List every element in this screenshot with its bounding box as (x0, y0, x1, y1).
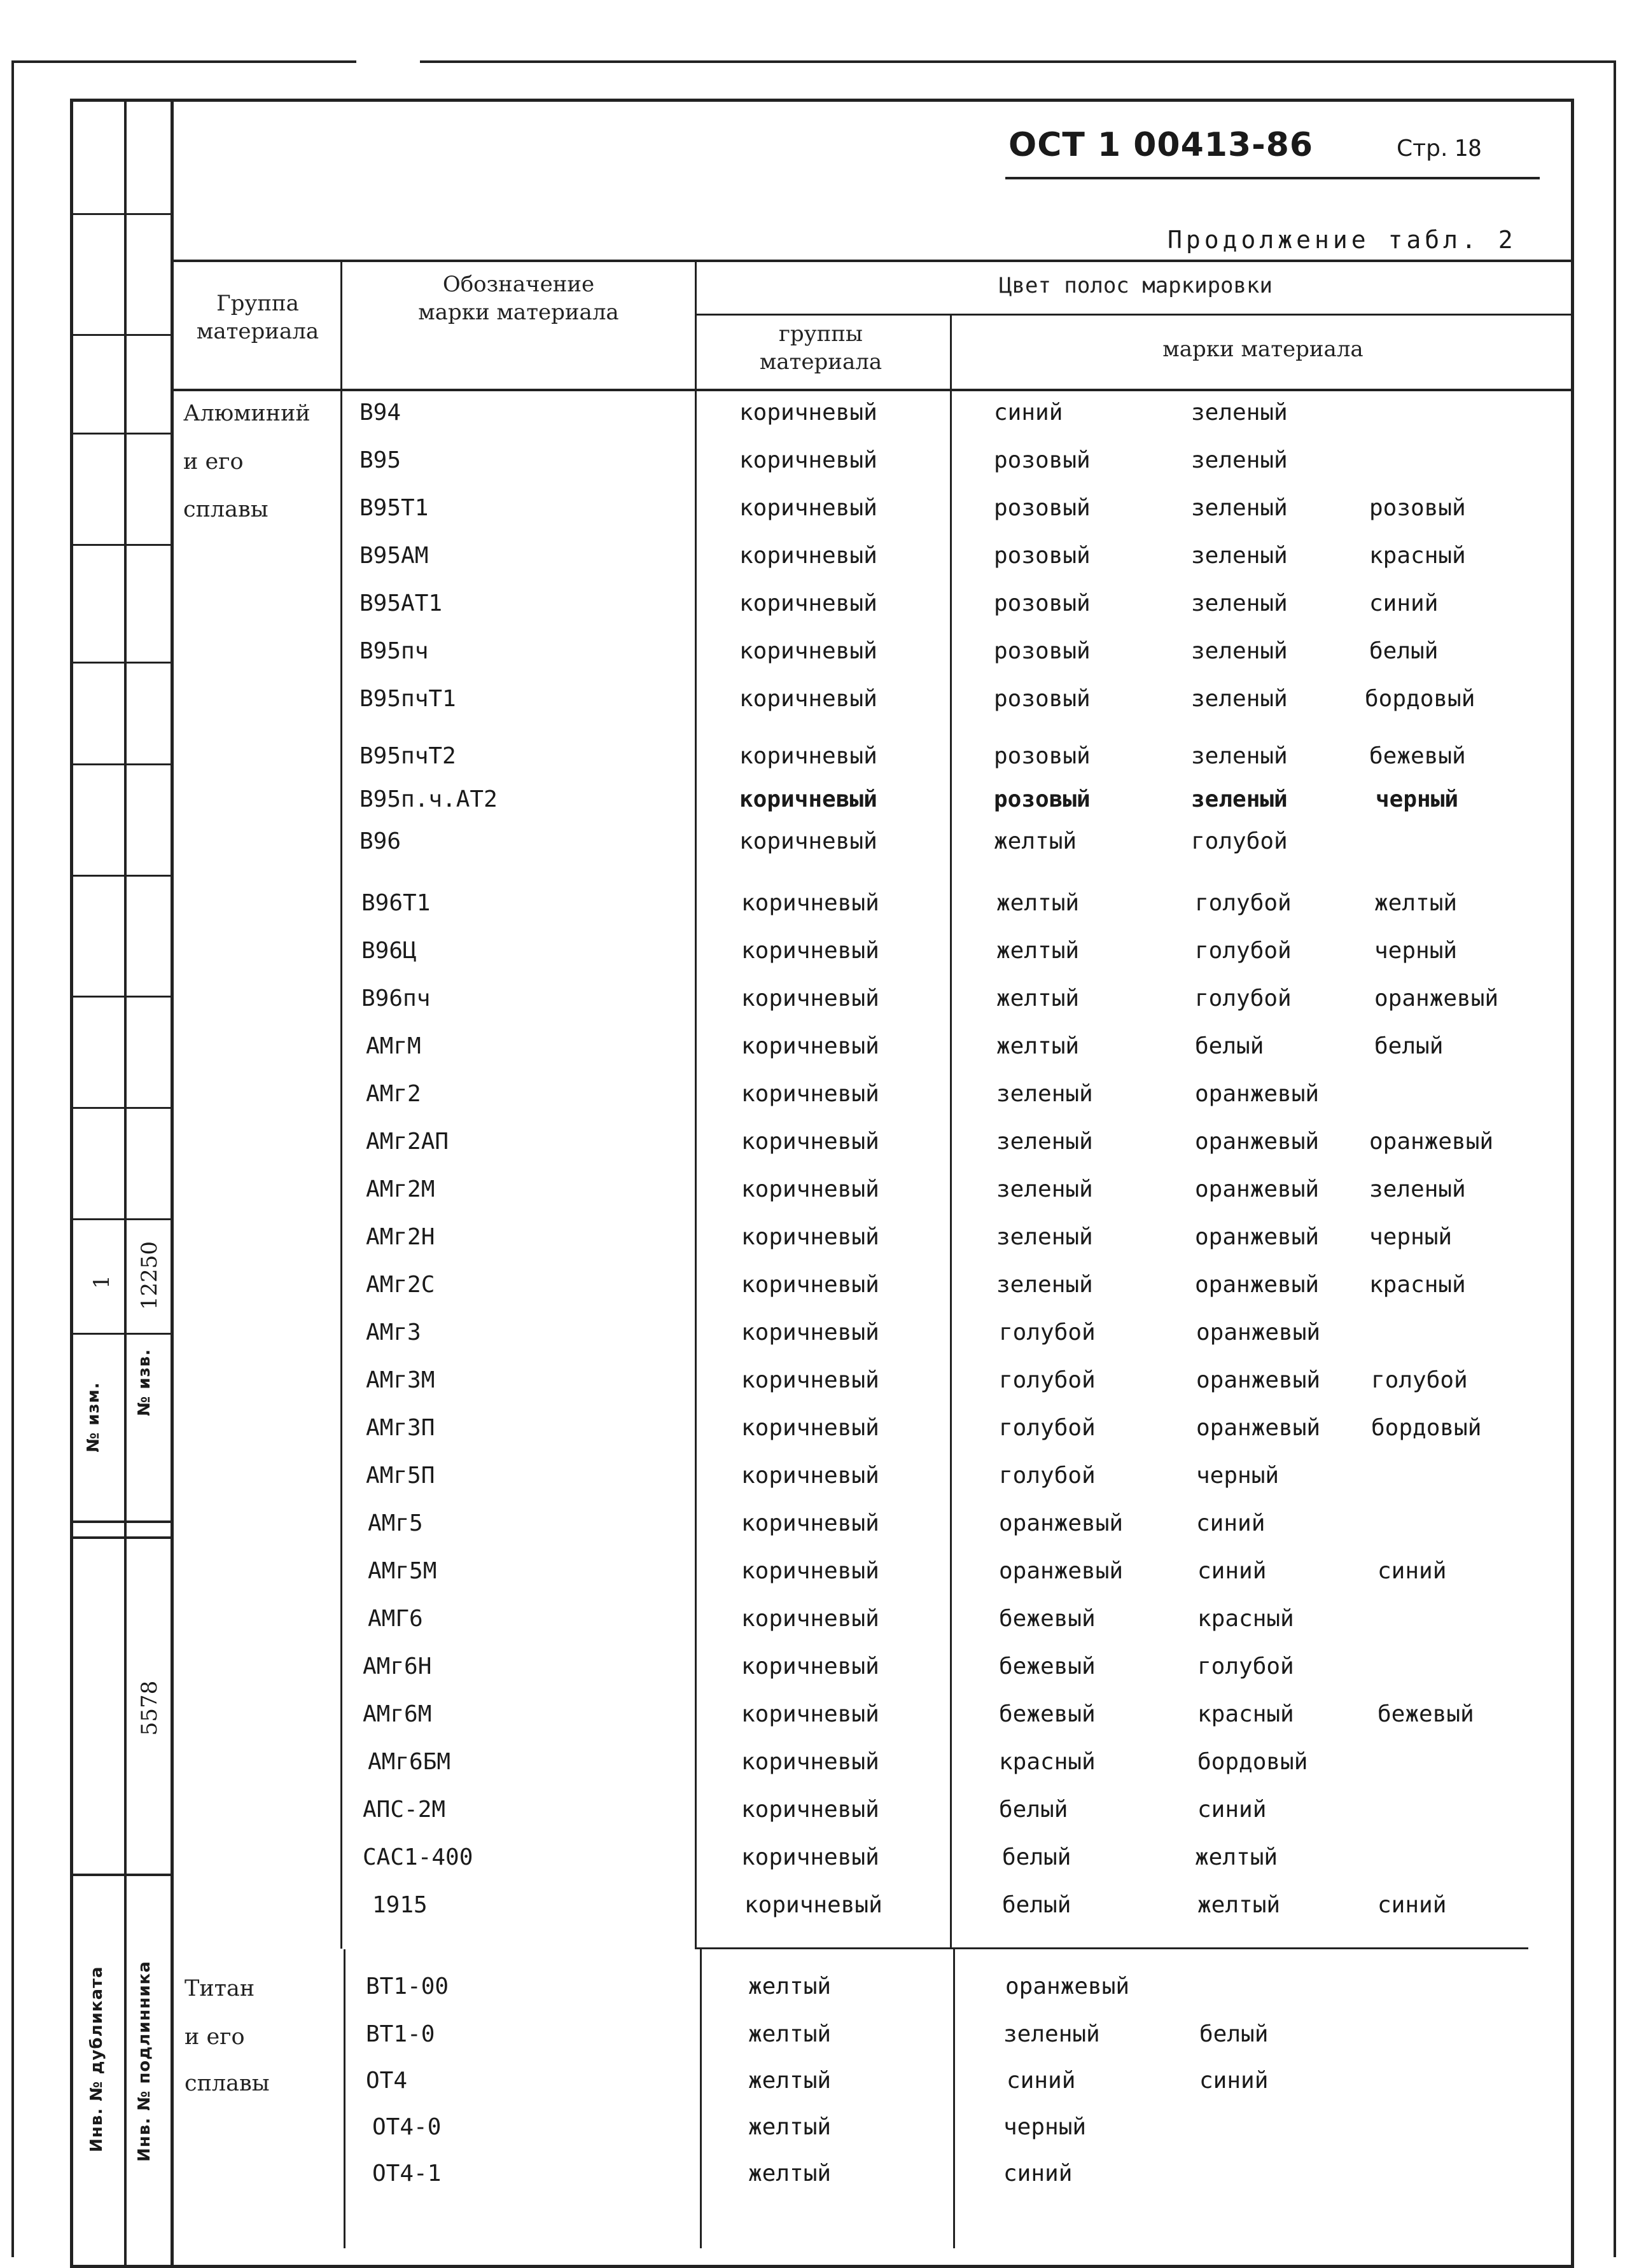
group-label-line: Титан (185, 1976, 255, 2001)
color-3-cell: бежевый (1369, 743, 1466, 769)
color-2-cell: оранжевый (1195, 1081, 1320, 1107)
grade-cell: АМг5П (366, 1463, 435, 1489)
grade-cell: АМГ6 (368, 1606, 423, 1632)
page-number-label (1397, 136, 1482, 162)
grade-cell: АМг5М (368, 1558, 437, 1584)
color-3-cell: бордовый (1371, 1415, 1482, 1441)
group-color-cell: желтый (748, 2021, 832, 2047)
color-1-cell: розовый (994, 786, 1091, 812)
grade-cell: АМг5 (368, 1510, 423, 1536)
color-1-cell: розовый (994, 590, 1091, 616)
color-2-cell: синий (1197, 1797, 1267, 1823)
group-label-line: и его (185, 2024, 245, 2050)
group-color-cell: коричневый (739, 686, 877, 712)
color-2-cell: голубой (1195, 985, 1292, 1012)
color-1-cell: зеленый (996, 1272, 1093, 1298)
grade-cell: В95АТ1 (359, 590, 443, 616)
group-color-cell: коричневый (741, 938, 879, 964)
color-2-cell: голубой (1197, 1653, 1294, 1680)
color-2-cell: оранжевый (1195, 1224, 1320, 1250)
grade-cell: В95п.ч.АТ2 (359, 786, 498, 812)
group-color-cell: коричневый (741, 1749, 879, 1775)
header-group: Группа материала (196, 291, 319, 344)
color-1-cell: бежевый (999, 1606, 1096, 1632)
color-3-cell: голубой (1371, 1367, 1468, 1393)
color-2-cell: красный (1197, 1606, 1294, 1632)
group-color-cell: коричневый (741, 1033, 879, 1059)
color-2-cell: синий (1199, 2068, 1269, 2094)
notice-no-label: № изв. (135, 1349, 154, 1416)
color-1-cell: розовый (994, 543, 1091, 569)
page-label: Стр. (1397, 136, 1448, 162)
color-3-cell: зеленый (1369, 1176, 1466, 1202)
color-2-cell: зеленый (1191, 590, 1288, 616)
color-1-cell: белый (1002, 1844, 1071, 1870)
color-1-cell: зеленый (996, 1176, 1093, 1202)
color-3-cell: черный (1374, 938, 1458, 964)
color-2-cell: желтый (1195, 1844, 1278, 1870)
group-color-cell: коричневый (744, 1892, 882, 1918)
color-1-cell: голубой (999, 1319, 1096, 1346)
color-1-cell: голубой (999, 1415, 1096, 1441)
group-color-cell: коричневый (741, 1844, 879, 1870)
grade-cell: АМг2Н (366, 1224, 435, 1250)
color-2-cell: оранжевый (1196, 1367, 1321, 1393)
color-1-cell: черный (1003, 2114, 1087, 2140)
grade-cell: В96 (359, 828, 401, 854)
color-1-cell: желтый (994, 828, 1077, 854)
color-3-cell: красный (1369, 543, 1466, 569)
color-1-cell: белый (1002, 1892, 1071, 1918)
color-1-cell: розовый (994, 447, 1091, 473)
group-color-cell: коричневый (739, 447, 877, 473)
color-1-cell: зеленый (996, 1129, 1093, 1155)
grade-cell: В96Ц (361, 938, 417, 964)
color-2-cell: зеленый (1191, 543, 1288, 569)
group-color-cell: коричневый (741, 1415, 879, 1441)
grade-cell: АМгМ (366, 1033, 421, 1059)
group-color-cell: коричневый (741, 1176, 879, 1202)
standard-code: ОСТ 1 00413-86 (1008, 126, 1314, 164)
group-color-cell: коричневый (739, 543, 877, 569)
header-underline (1005, 177, 1540, 179)
color-2-cell: черный (1196, 1463, 1280, 1489)
color-1-cell: желтый (996, 890, 1080, 916)
color-2-cell: голубой (1195, 938, 1292, 964)
color-2-cell: оранжевый (1196, 1319, 1321, 1346)
group-color-cell: коричневый (741, 1797, 879, 1823)
grade-cell: АМг6БМ (368, 1749, 451, 1775)
color-1-cell: желтый (996, 938, 1080, 964)
grade-cell: В95 (359, 447, 401, 473)
color-2-cell: оранжевый (1195, 1176, 1320, 1202)
header-stripe-color: Цвет полос маркировки (999, 273, 1273, 298)
grade-cell: В95пчТ1 (359, 686, 456, 712)
group-label-line: и его (183, 449, 244, 475)
color-2-cell: зеленый (1191, 743, 1288, 769)
color-3-cell: красный (1369, 1272, 1466, 1298)
group-color-cell: коричневый (741, 1606, 879, 1632)
color-2-cell: синий (1197, 1558, 1267, 1584)
grade-cell: 1915 (372, 1892, 428, 1918)
color-1-cell: бежевый (999, 1701, 1096, 1727)
color-2-cell: синий (1196, 1510, 1266, 1536)
grade-cell: АМг6М (363, 1701, 432, 1727)
color-1-cell: белый (999, 1797, 1068, 1823)
color-1-cell: розовый (994, 495, 1091, 521)
color-2-cell: оранжевый (1195, 1129, 1320, 1155)
color-2-cell: зеленый (1191, 400, 1288, 426)
grade-cell: САС1-400 (363, 1844, 473, 1870)
color-1-cell: красный (999, 1749, 1096, 1775)
color-2-cell: зеленый (1191, 447, 1288, 473)
grade-cell: В96пч (361, 985, 431, 1012)
group-color-cell: коричневый (739, 590, 877, 616)
header-grade-color: марки материала (1162, 337, 1363, 362)
color-3-cell: синий (1369, 590, 1439, 616)
color-1-cell: синий (994, 400, 1063, 426)
color-3-cell: бордовый (1365, 686, 1475, 712)
color-1-cell: синий (1003, 2160, 1073, 2187)
grade-cell: В95пчТ2 (359, 743, 456, 769)
color-3-cell: черный (1376, 786, 1459, 812)
notice-no-value: 12250 (137, 1241, 162, 1311)
group-color-cell: коричневый (739, 786, 877, 812)
grade-cell: ОТ4-0 (372, 2114, 442, 2140)
group-color-cell: коричневый (741, 1701, 879, 1727)
color-2-cell: зеленый (1191, 786, 1288, 812)
color-3-cell: оранжевый (1369, 1129, 1494, 1155)
group-color-cell: коричневый (741, 985, 879, 1012)
grade-cell: ВТ1-00 (366, 1973, 449, 2000)
grade-cell: АМг2М (366, 1176, 435, 1202)
grade-cell: АМг3 (366, 1319, 421, 1346)
grade-cell: АМг2С (366, 1272, 435, 1298)
color-3-cell: белый (1374, 1033, 1444, 1059)
color-1-cell: оранжевый (999, 1558, 1124, 1584)
group-color-cell: коричневый (741, 1081, 879, 1107)
color-2-cell: оранжевый (1196, 1415, 1321, 1441)
color-2-cell: голубой (1195, 890, 1292, 916)
table-continuation: Продолжение табл. 2 (1168, 226, 1517, 254)
group-color-cell: коричневый (741, 1319, 879, 1346)
color-1-cell: желтый (996, 985, 1080, 1012)
color-1-cell: желтый (996, 1033, 1080, 1059)
grade-cell: ОТ4-1 (372, 2160, 442, 2187)
header-designation: Обозначение марки материала (418, 272, 619, 325)
color-1-cell: оранжевый (1005, 1973, 1130, 2000)
frame-gap (356, 56, 420, 66)
group-color-cell: желтый (748, 2160, 832, 2187)
grade-cell: В95Т1 (359, 495, 429, 521)
group-color-cell: коричневый (739, 495, 877, 521)
group-color-cell: коричневый (739, 638, 877, 664)
group-color-cell: коричневый (741, 1463, 879, 1489)
color-2-cell: белый (1199, 2021, 1269, 2047)
group-color-cell: желтый (748, 2114, 832, 2140)
group-color-cell: коричневый (741, 1367, 879, 1393)
page-number: 18 (1454, 136, 1482, 162)
group-color-cell: желтый (748, 2068, 832, 2094)
color-2-cell: бордовый (1197, 1749, 1308, 1775)
group-color-cell: коричневый (739, 743, 877, 769)
color-1-cell: розовый (994, 638, 1091, 664)
color-2-cell: красный (1197, 1701, 1294, 1727)
color-1-cell: бежевый (999, 1653, 1096, 1680)
color-1-cell: голубой (999, 1367, 1096, 1393)
color-3-cell: черный (1369, 1224, 1453, 1250)
group-label-line: сплавы (183, 497, 269, 522)
color-3-cell: оранжевый (1374, 985, 1499, 1012)
grade-cell: АМг2 (366, 1081, 421, 1107)
rev-no-value: 1 (89, 1275, 115, 1289)
color-1-cell: оранжевый (999, 1510, 1124, 1536)
group-color-cell: коричневый (739, 828, 877, 854)
group-color-cell: коричневый (741, 1224, 879, 1250)
color-3-cell: синий (1377, 1558, 1447, 1584)
grade-cell: АПС-2М (363, 1797, 446, 1823)
grade-cell: ОТ4 (366, 2068, 408, 2094)
group-color-cell: коричневый (741, 1129, 879, 1155)
header-group-color: группы материала (759, 321, 882, 375)
color-1-cell: синий (1007, 2068, 1076, 2094)
group-color-cell: желтый (748, 1973, 832, 2000)
color-1-cell: зеленый (1003, 2021, 1100, 2047)
grade-cell: ВТ1-0 (366, 2021, 435, 2047)
color-2-cell: голубой (1191, 828, 1288, 854)
group-color-cell: коричневый (741, 1653, 879, 1680)
orig-inv-value: 5578 (137, 1680, 162, 1736)
grade-cell: АМг6Н (363, 1653, 432, 1680)
color-1-cell: зеленый (996, 1224, 1093, 1250)
group-color-cell: коричневый (741, 1510, 879, 1536)
color-3-cell: желтый (1374, 890, 1458, 916)
grade-cell: В95пч (359, 638, 429, 664)
group-color-cell: коричневый (739, 400, 877, 426)
color-3-cell: синий (1377, 1892, 1447, 1918)
group-color-cell: коричневый (741, 890, 879, 916)
grade-cell: АМг3М (366, 1367, 435, 1393)
grade-cell: АМг3П (366, 1415, 435, 1441)
color-3-cell: розовый (1369, 495, 1466, 521)
color-2-cell: оранжевый (1195, 1272, 1320, 1298)
grade-cell: В94 (359, 400, 401, 426)
group-label-line: Алюминий (183, 401, 310, 426)
color-3-cell: бежевый (1377, 1701, 1474, 1727)
group-color-cell: коричневый (741, 1272, 879, 1298)
color-3-cell: белый (1369, 638, 1439, 664)
color-2-cell: зеленый (1191, 686, 1288, 712)
color-2-cell: желтый (1197, 1892, 1281, 1918)
group-color-cell: коричневый (741, 1558, 879, 1584)
rev-no-label: № изм. (84, 1382, 103, 1452)
color-1-cell: зеленый (996, 1081, 1093, 1107)
color-1-cell: голубой (999, 1463, 1096, 1489)
group-label-line: сплавы (185, 2071, 270, 2096)
grade-cell: АМг2АП (366, 1129, 449, 1155)
color-2-cell: зеленый (1191, 495, 1288, 521)
dup-inv-label: Инв. № дубликата (87, 1966, 106, 2152)
color-2-cell: белый (1195, 1033, 1264, 1059)
color-2-cell: зеленый (1191, 638, 1288, 664)
color-1-cell: розовый (994, 686, 1091, 712)
grade-cell: В95АМ (359, 543, 429, 569)
orig-inv-label: Инв. № подлинника (135, 1961, 154, 2162)
color-1-cell: розовый (994, 743, 1091, 769)
grade-cell: В96Т1 (361, 890, 431, 916)
